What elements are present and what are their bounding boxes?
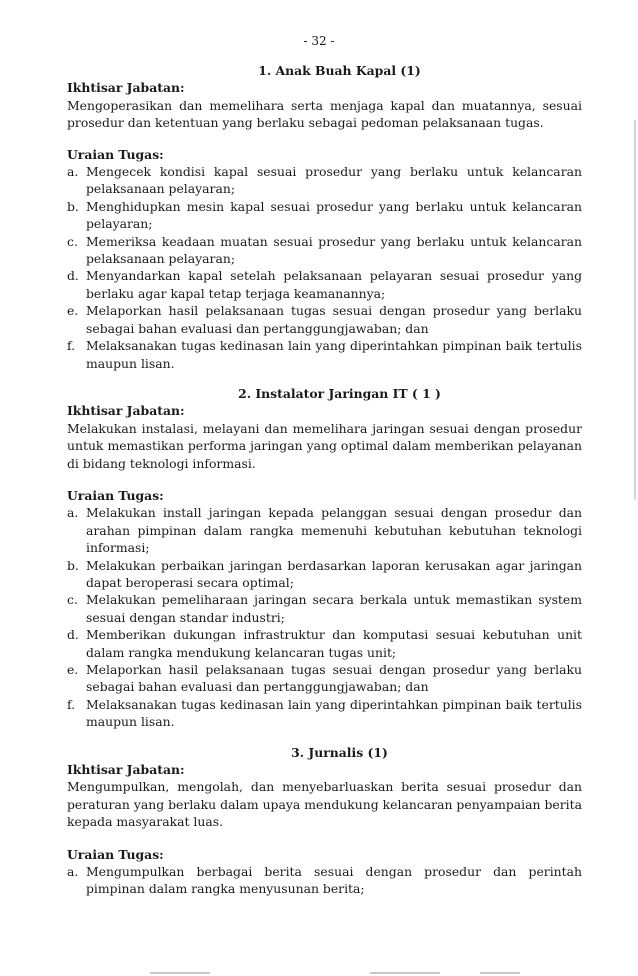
list-item: [67, 626, 582, 661]
list-item: [67, 233, 582, 268]
duties-list: [67, 504, 582, 730]
section-jurnalis: [67, 744, 582, 898]
list-marker: f.: [67, 696, 76, 712]
list-item: [67, 198, 582, 233]
summary-label: Ikhtisar Jabatan:: [67, 403, 185, 419]
list-item-text: Menyandarkan kapal setelah pelaksanaan pelayaran sesuai prosedur yang berlaku agar kapal tetap terjaga keamanannya;: [86, 268, 582, 301]
summary-text: Melakukan instalasi, melayani dan memelihara jaringan sesuai dengan prosedur untuk memastikan performa jaringan yang optimal dalam memberikan pelayanan di bidang teknologi informasi.: [67, 420, 582, 471]
scan-footer-marks: [0, 970, 638, 974]
list-item-text: Melakukan perbaikan jaringan berdasarkan laporan kerusakan agar jaringan dapat beroperasi secara optimal;: [86, 557, 582, 590]
list-item: [67, 267, 582, 302]
list-item-text: Melaporkan hasil pelaksanaan tugas sesuai dengan prosedur yang berlaku sebagai bahan evaluasi dan pertanggungjawaban; dan: [86, 662, 582, 695]
list-item-text: Melaksanakan tugas kedinasan lain yang diperintahkan pimpinan baik tertulis maupun lisan.: [86, 338, 582, 371]
list-item-text: Menghidupkan mesin kapal sesuai prosedur yang berlaku untuk kelancaran pelayaran;: [86, 198, 582, 232]
scan-mark: [370, 972, 440, 974]
list-marker: b.: [67, 198, 79, 214]
duties-label: Uraian Tugas:: [67, 846, 164, 862]
duties-list: [67, 863, 582, 898]
list-marker: b.: [67, 557, 79, 573]
list-item-text: Melakukan install jaringan kepada pelanggan sesuai dengan prosedur dan arahan pimpinan dalam rangka memenuhi kebutuhan kebutuhan teknologi informasi;: [86, 505, 582, 556]
list-marker: c.: [67, 233, 78, 249]
duties-label: Uraian Tugas:: [67, 146, 164, 162]
list-item-text: Melakukan pemeliharaan jaringan secara berkala untuk memastikan system sesuai dengan standar industri;: [86, 592, 582, 625]
list-item: [67, 504, 582, 556]
list-item-text: Memeriksa keadaan muatan sesuai prosedur yang berlaku untuk kelancaran pelaksanaan pelayaran;: [86, 233, 582, 267]
list-marker: a.: [67, 864, 79, 880]
list-item: [67, 337, 582, 372]
list-item: [67, 163, 582, 198]
duties-list: [67, 163, 582, 372]
list-item: [67, 863, 582, 898]
list-marker: e.: [67, 662, 79, 677]
list-item-text: Mengecek kondisi kapal sesuai prosedur yang berlaku untuk kelancaran pelaksanaan pelayaran;: [86, 164, 582, 197]
list-item-text: Melaporkan hasil pelaksanaan tugas sesuai dengan prosedur yang berlaku sebagai bahan evaluasi dan pertanggungjawaban; dan: [86, 303, 582, 336]
page-number: - 32 -: [303, 34, 335, 48]
section-title: 1. Anak Buah Kapal (1): [258, 63, 421, 78]
list-item-text: Mengumpulkan berbagai berita sesuai dengan prosedur dan perintah pimpinan dalam rangka menyusunan berita;: [86, 864, 582, 897]
list-marker: d.: [67, 627, 79, 643]
list-marker: d.: [67, 268, 79, 284]
list-marker: a.: [67, 505, 79, 521]
list-item: [67, 302, 582, 337]
summary-text: Mengumpulkan, mengolah, dan menyebarluaskan berita sesuai prosedur dan peraturan yang berlaku dalam upaya mendukung kelancaran penyampaian berita kepada masyarakat luas.: [67, 779, 582, 830]
section-title: 2. Instalator Jaringan IT ( 1 ): [238, 385, 441, 401]
summary-label: Ikhtisar Jabatan:: [67, 80, 185, 96]
list-item-text: Memberikan dukungan infrastruktur dan komputasi sesuai kebutuhan unit dalam rangka mendukung kelancaran tugas unit;: [86, 627, 582, 660]
list-item: [67, 696, 582, 731]
document-body: [67, 62, 582, 898]
scan-mark: [480, 972, 520, 974]
duties-label: Uraian Tugas:: [67, 487, 164, 503]
list-marker: f.: [67, 338, 76, 354]
list-item: [67, 661, 582, 696]
list-item: [67, 591, 582, 626]
list-marker: c.: [67, 592, 78, 608]
section-instalator-jaringan: [67, 385, 582, 731]
list-item: [67, 557, 582, 592]
scan-edge-shadow: [634, 120, 636, 500]
section-title: 3. Jurnalis (1): [291, 744, 388, 760]
scan-mark: [150, 972, 210, 974]
summary-label: Ikhtisar Jabatan:: [67, 762, 185, 778]
list-item-text: Melaksanakan tugas kedinasan lain yang diperintahkan pimpinan baik tertulis maupun lisan.: [86, 696, 582, 730]
list-marker: a.: [67, 164, 79, 180]
list-marker: e.: [67, 303, 79, 319]
summary-text: Mengoperasikan dan memelihara serta menjaga kapal dan muatannya, sesuai prosedur dan ketentuan yang berlaku sebagai pedoman pelaksanaan tugas.: [67, 97, 582, 131]
section-anak-buah-kapal: [67, 62, 582, 372]
